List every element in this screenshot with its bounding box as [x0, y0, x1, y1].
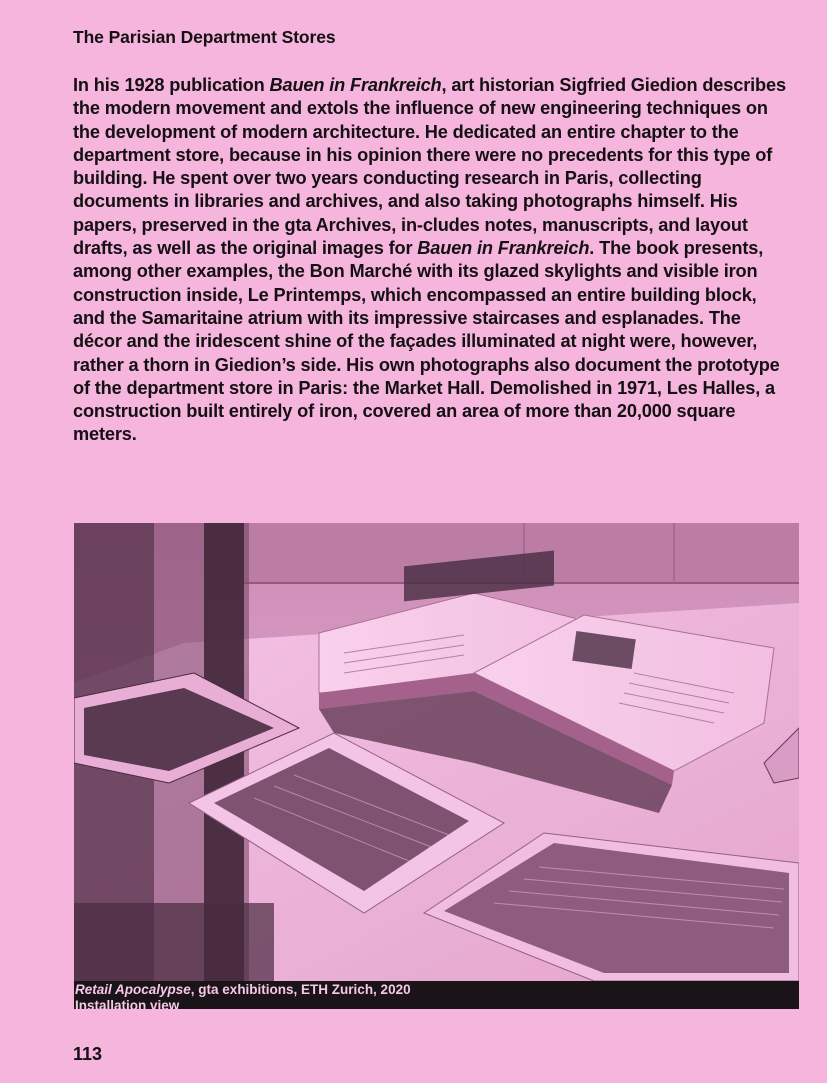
book-title: Bauen in Frankreich	[269, 75, 442, 95]
caption-line-2: Installation view	[75, 998, 180, 1009]
section-title: The Parisian Department Stores	[73, 27, 336, 47]
caption-line-1-rest: , gta exhibitions, ETH Zurich, 2020	[190, 982, 411, 997]
page-number: 113	[73, 1044, 103, 1064]
caption-line-1	[75, 982, 411, 998]
photo-caption	[75, 982, 411, 1009]
installation-photo	[74, 523, 799, 981]
body-text-part-1: In his 1928 publication	[73, 75, 270, 95]
body-paragraph	[73, 74, 793, 447]
body-text-part-2: , art historian Sigfried Giedion describes the modern movement and extols the influence of new engineering techniques on the development of modern architecture. He dedicated an entire chapter to the department store, because in his opinion there were no precedents for this type of building. He spent over two years conducting research in Paris, collecting documents in libraries and archives, and also taking photographs himself. His papers, preserved in the gta Archives, in-cludes notes, manuscripts, and layout drafts, as well as the original images for	[73, 75, 786, 259]
book-title: Bauen in Frankreich	[417, 238, 590, 259]
photo-caption-bar	[74, 981, 799, 1009]
body-text-part-3: . The book presents, among other examples, the Bon Marché with its glazed skylights and visible iron construction inside, Le Printemps, which encompassed an entire building block, and the Samaritaine atrium with its impressive staircases and esplanades. The décor and the iridescent shine of the façades illuminated at night were, however, rather a thorn in Giedion’s side. His own photographs also document the prototype of the department store in Paris: the Market Hall. Demolished in 1971, Les Halles, a construction built entirely of iron, covered an area of more than 20,000 square meters.	[73, 238, 780, 445]
exhibition-title: Retail Apocalypse	[75, 982, 191, 997]
